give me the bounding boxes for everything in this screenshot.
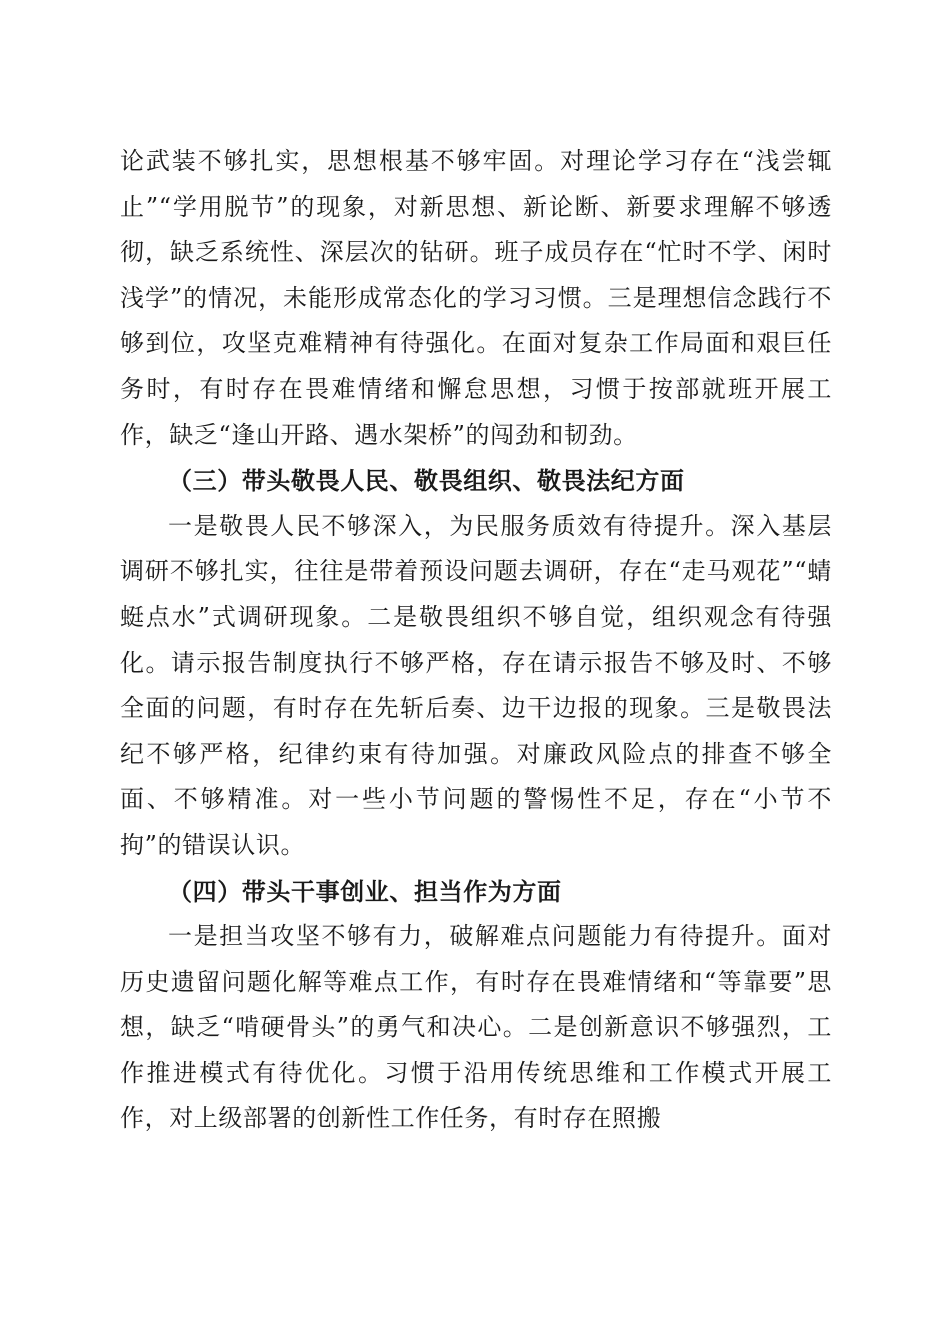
paragraph-theory-study: 论武装不够扎实，思想根基不够牢固。对理论学习存在“浅尝辄止”“学用脱节”的现象，对新思想、新论断、新要求理解不够透彻，缺乏系统性、深层次的钻研。班子成员存在“忙时不学、闲时浅学”的情况，未能形成常态化的学习习惯。三是理想信念践行不够到位，攻坚克难精神有待强化。在面对复杂工作局面和艰巨任务时，有时存在畏难情绪和懈怠思想，习惯于按部就班开展工作，缺乏“逢山开路、遇水架桥”的闯劲和韧劲。 [120,147,832,449]
paragraph-take-responsibility: 一是担当攻坚不够有力，破解难点问题能力有待提升。面对历史遗留问题化解等难点工作，有时存在畏难情绪和“等靠要”思想，缺乏“啃硬骨头”的勇气和决心。二是创新意识不够强烈，工作推进模式有待优化。习惯于沿用传统思维和工作模式开展工作，对上级部署的创新性工作任务，有时存在照搬 [120,922,832,1133]
document-body [120,139,832,1142]
paragraph-revere-people: 一是敬畏人民不够深入，为民服务质效有待提升。深入基层调研不够扎实，往往是带着预设问题去调研，存在“走马观花”“蜻蜓点水”式调研现象。二是敬畏组织不够自觉，组织观念有待强化。请示报告制度执行不够严格，存在请示报告不够及时、不够全面的问题，有时存在先斩后奏、边干边报的现象。三是敬畏法纪不够严格，纪律约束有待加强。对廉政风险点的排查不够全面、不够精准。对一些小节问题的警惕性不足，存在“小节不拘”的错误认识。 [120,511,832,859]
section-heading-3: （三）带头敬畏人民、敬畏组织、敬畏法纪方面 [168,466,685,496]
section-heading-4: （四）带头干事创业、担当作为方面 [168,876,562,906]
